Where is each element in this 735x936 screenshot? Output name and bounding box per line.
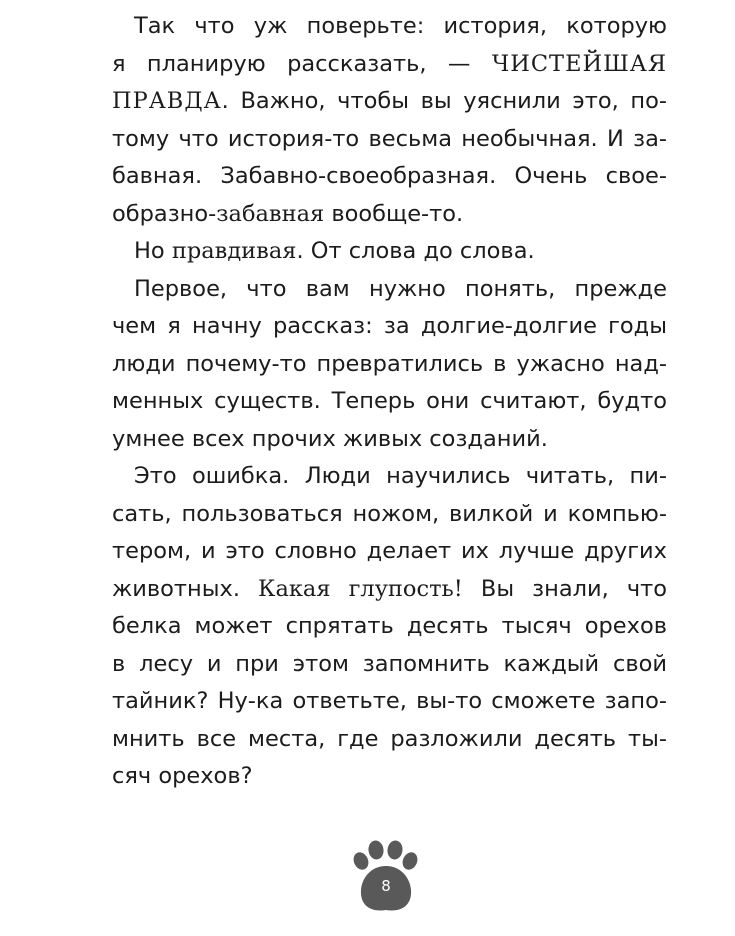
- text-run: . От слова до слова.: [296, 238, 535, 264]
- text-line: [112, 683, 667, 721]
- text-run: тайник? Ну-ка ответьте, вы-то сможете запо-: [112, 688, 667, 714]
- emphasis-text: ПРАВДА: [112, 88, 222, 114]
- text-line: [112, 271, 667, 309]
- text-run: люди почему-то превратились в ужасно над-: [112, 350, 667, 377]
- text-line: [112, 196, 667, 234]
- text-line: [112, 158, 667, 196]
- text-run: тером, и это словно делает их лучше других: [112, 538, 667, 564]
- text-line: [112, 346, 667, 384]
- text-line: [112, 608, 667, 646]
- text-line: [112, 83, 667, 121]
- text-line: [112, 571, 667, 609]
- text-run: я планирую рассказать, —: [112, 50, 492, 77]
- text-run: сать, пользоваться ножом, вилкой и компью-: [112, 500, 667, 527]
- text-run: белка может спрятать десять тысяч орехов: [112, 613, 667, 639]
- text-run: умнее всех прочих живых созданий.: [112, 425, 548, 452]
- text-run: бавная. Забавно-своеобразная. Очень свое-: [112, 163, 667, 189]
- text-line: [112, 721, 667, 759]
- emphasis-text: Какая глупость!: [258, 575, 463, 602]
- paw-toe-4: [400, 850, 420, 872]
- text-line: [112, 646, 667, 684]
- text-run: Это ошибка. Люди научились читать, пи-: [134, 463, 667, 489]
- text-line: [112, 121, 667, 159]
- text-run: сяч орехов?: [112, 763, 253, 789]
- page-number: 8: [381, 877, 391, 895]
- text-line: [112, 383, 667, 421]
- text-run: Но: [134, 238, 172, 264]
- text-line: [112, 421, 667, 459]
- text-line: [112, 758, 667, 796]
- body-text: [112, 8, 667, 796]
- text-run: животных.: [112, 575, 259, 602]
- text-line: [112, 233, 667, 271]
- text-run: тому что история-то весьма необычная. И за-: [112, 125, 667, 152]
- paw-toe-2: [367, 840, 384, 861]
- paw-toe-1: [351, 850, 371, 872]
- text-run: Первое, что вам нужно понять, прежде: [134, 275, 667, 302]
- text-run: вообще-то.: [324, 200, 464, 227]
- emphasis-text: правдивая: [171, 238, 297, 264]
- text-run: образно-: [112, 200, 217, 227]
- text-run: Так что уж поверьте: история, которую: [134, 13, 667, 39]
- text-run: менных существ. Теперь они считают, будто: [112, 388, 667, 414]
- text-run: . Важно, чтобы вы уяснили это, по-: [221, 88, 667, 114]
- text-line: [112, 496, 667, 534]
- text-line: [112, 308, 667, 346]
- emphasis-text: забавная: [216, 200, 325, 227]
- emphasis-text: ЧИСТЕЙШАЯ: [491, 50, 667, 77]
- paw-toe-3: [386, 840, 403, 861]
- text-run: мнить все места, где разложили десять ты-: [112, 725, 667, 752]
- text-run: чем я начну рассказ: за долгие-долгие годы: [112, 313, 667, 339]
- text-line: [112, 46, 667, 84]
- text-line: [112, 533, 667, 571]
- text-run: Вы знали, что: [462, 575, 668, 602]
- text-line: [112, 8, 667, 46]
- text-run: в лесу и при этом запомнить каждый свой: [112, 650, 667, 677]
- text-line: [112, 458, 667, 496]
